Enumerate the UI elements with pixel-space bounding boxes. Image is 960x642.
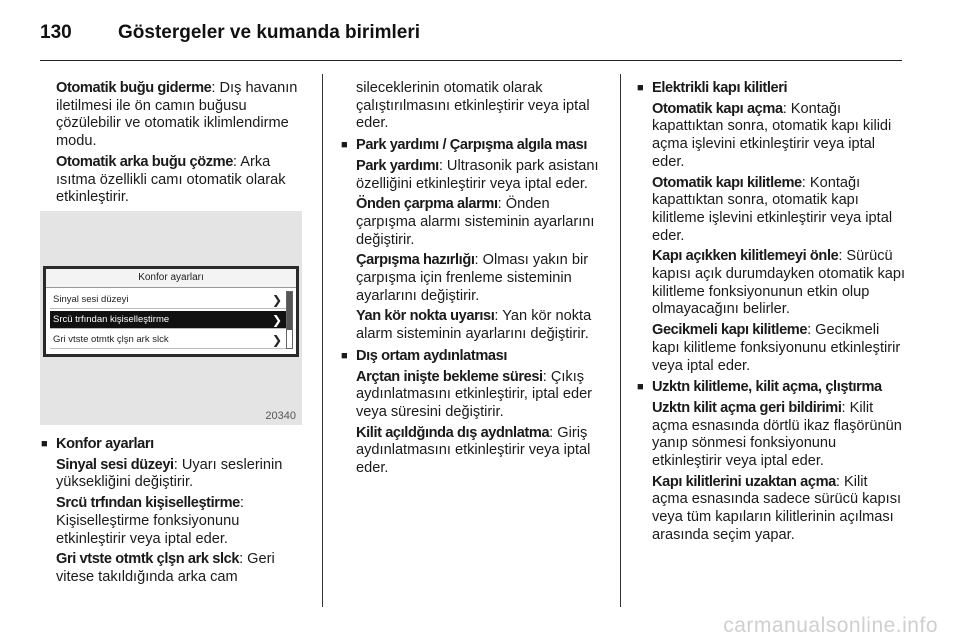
column-divider-2 [620, 74, 621, 607]
paragraph-signal-volume: Sinyal sesi düzeyi: Uyarı seslerinin yüksekliğini değiştirir. [56, 456, 283, 491]
bullet-square-icon: ■ [637, 82, 644, 94]
menu-item-reverse-rear-wiper[interactable] [50, 331, 286, 349]
menu-item-signal-volume[interactable] [50, 291, 286, 309]
bullet-park-assist: ■ Park yardımı / Çarpışma algıla ması [341, 137, 587, 154]
bullet-comfort-settings: ■ Konfor ayarları [41, 436, 154, 452]
scrollbar[interactable] [286, 291, 293, 349]
comfort-settings-figure [40, 211, 302, 425]
term: Otomatik arka buğu çözme [56, 153, 233, 170]
paragraph-remote-unlock-feedback: Uzktn kilit açma geri bildirimi: Kilit açma esnasında dörtlü ikaz flaşörünün yanıp sönmesi fonksiyonunu etkinleştirir veya iptal eder. [652, 399, 902, 470]
desc: : Arka ısıtma özellikli camı otomatik olarak etkinleştirir. [56, 153, 286, 206]
display-screen [43, 266, 299, 357]
bullet-square-icon: ■ [637, 381, 644, 394]
paragraph-side-blind-zone: Yan kör nokta uyarısı: Yan kör nokta alarm sisteminin ayarlarını değiştirir. [356, 308, 592, 343]
paragraph-auto-door-unlock: Otomatik kapı açma: Kontağı kapattıktan sonra, otomatik kapı kilidi açma işlevini etkinleştirir veya iptal eder. [652, 100, 892, 170]
column-2 [340, 80, 610, 481]
figure-number: 20340 [265, 410, 296, 422]
bullet-square-icon: ■ [41, 438, 48, 450]
screen-title: Konfor ayarları [46, 269, 296, 288]
paragraph-remote-door-unlock: Kapı kilitlerini uzaktan açma: Kilit açma esnasında sadece sürücü kapısı veya tüm kapıların kilitlerinin açılması arasında seçim yapar. [652, 473, 902, 543]
menu-item-label: Srcü trfından kişiselleştirme [53, 314, 170, 325]
paragraph-auto-door-lock: Otomatik kapı kilitleme: Kontağı kapattıktan sonra, otomatik kapı kilitleme işlevini etkinleştirir veya iptal eder. [652, 174, 893, 244]
page-header [22, 22, 902, 62]
column-1-lower [40, 432, 312, 590]
bullet-square-icon: ■ [341, 349, 348, 362]
chevron-right-icon: ❯ [271, 313, 282, 327]
bullet-remote-lock: ■ Uzktn kilitleme, kilit açma, çlıştırma [637, 379, 882, 396]
column-3 [636, 80, 906, 548]
watermark: carmanualsonline.info [723, 614, 938, 637]
chevron-right-icon: ❯ [271, 333, 282, 347]
page-number: 130 [40, 22, 72, 43]
column-divider-1 [322, 74, 323, 607]
paragraph-park-assist: Park yardımı: Ultrasonik park asistanı özelliğini etkinleştirir veya iptal eder. [356, 157, 599, 192]
page-title: Göstergeler ve kumanda birimleri [118, 22, 421, 43]
paragraph-auto-defog [40, 80, 312, 151]
paragraph-exit-lighting: Arçtan inişte bekleme süresi: Çıkış aydınlatmasını etkinleştirir, iptal eder veya süresini değiştirir. [356, 368, 593, 420]
paragraph-open-door-anti-lockout: Kapı açıkken kilitlemeyi önle: Sürücü kapısı açık durumdayken otomatik kapı kilitleme fonksiyonunun etkin olup olmayacağını belirler. [652, 248, 906, 318]
term: Otomatik buğu giderme [56, 80, 212, 96]
bullet-power-door-locks: ■ Elektrikli kapı kilitleri [637, 80, 788, 96]
bullet-square-icon: ■ [341, 139, 348, 152]
desc: : Dış havanın iletilmesi ile ön camın buğusu çözülebilir ve otomatik iklimlendirme modu. [56, 80, 298, 150]
paragraph-forward-collision: Önden çarpma alarmı: Önden çarpışma alarmı sisteminin ayarlarını değiştirir. [356, 196, 595, 248]
chevron-right-icon: ❯ [271, 293, 282, 307]
menu-item-label: Sinyal sesi düzeyi [53, 294, 129, 305]
paragraph-driver-personalization: Srcü trfından kişiselleştirme: Kişiselleştirme fonksiyonunu etkinleştirir veya iptal eder. [56, 495, 244, 547]
paragraph-continuation: sileceklerinin otomatik olarak çalıştırılmasını etkinleştirir veya iptal eder. [356, 80, 590, 132]
paragraph-auto-rear-defrost [40, 154, 312, 207]
menu-item-label: Gri vtste otmtk çlşn ark slck [53, 334, 169, 345]
bullet-exterior-lighting: ■ Dış ortam aydınlatması [341, 347, 507, 364]
header-divider [40, 60, 902, 61]
paragraph-reverse-rear-wiper: Gri vtste otmtk çlşn ark slck: Geri vitese takıldığında arka cam [56, 551, 275, 585]
paragraph-collision-prep: Çarpışma hazırlığı: Olması yakın bir çarpışma için frenleme sisteminin ayarlarını değiştirir. [356, 252, 589, 304]
column-1 [40, 80, 312, 210]
paragraph-unlock-lighting: Kilit açıldğında dış aydnlatma: Giriş aydınlatmasını etkinleştirir veya iptal eder. [356, 424, 591, 477]
paragraph-delayed-door-lock: Gecikmeli kapı kilitleme: Gecikmeli kapı kilitleme fonksiyonunu etkinleştirir veya iptal eder. [652, 322, 901, 374]
scrollbar-thumb[interactable] [287, 292, 292, 330]
menu-item-driver-personalization[interactable] [50, 311, 286, 329]
